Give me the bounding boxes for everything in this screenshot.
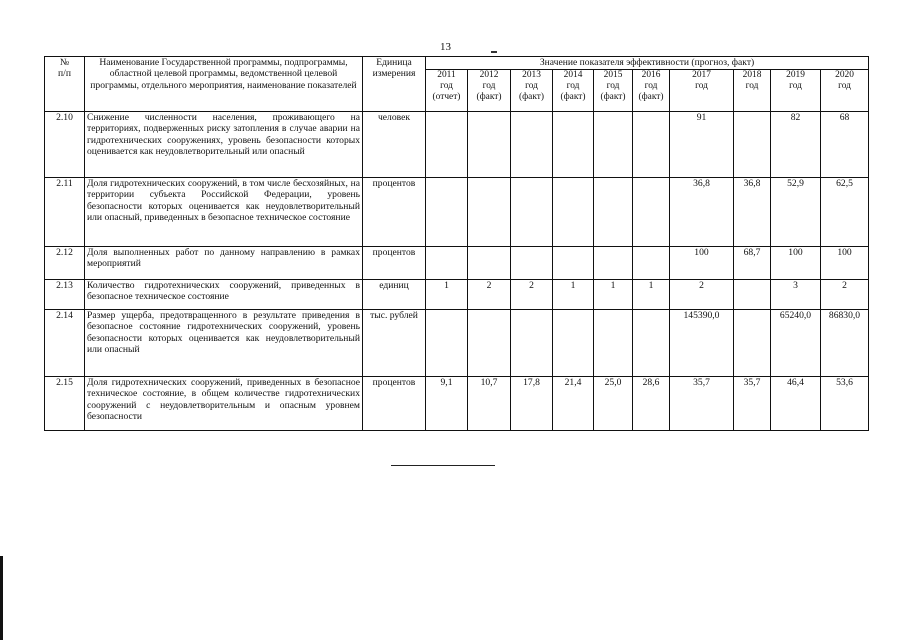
header-year-sub2: (факт): [518, 92, 544, 102]
header-year-sub1: год: [789, 81, 802, 91]
value-2012: [468, 247, 511, 280]
header-year-2020: [821, 70, 869, 112]
header-year-year: 2012: [479, 70, 499, 80]
header-year-sub1: год: [440, 81, 453, 91]
header-year-2018: [734, 70, 771, 112]
value-2011: [426, 310, 468, 377]
value-2015: 1: [594, 280, 633, 310]
header-year-2013: [511, 70, 553, 112]
header-year-year: 2019: [786, 70, 805, 80]
value-2017: 91: [670, 112, 734, 178]
header-year-year: 2020: [835, 70, 854, 80]
header-year-2016: [633, 70, 670, 112]
value-2017: 2: [670, 280, 734, 310]
value-2015: 25,0: [594, 377, 633, 431]
value-2013: [511, 310, 553, 377]
row-number: 2.12: [45, 247, 85, 280]
header-year-year: 2013: [522, 70, 541, 80]
header-year-2019: [771, 70, 821, 112]
header-year-year: 2015: [603, 70, 623, 80]
value-2013: [511, 112, 553, 178]
header-year-year: 2016: [641, 70, 661, 80]
page-number-tick: [491, 51, 497, 53]
value-2020: 2: [821, 280, 869, 310]
header-year-sub2: (факт): [600, 92, 626, 102]
value-2018: 35,7: [734, 377, 771, 431]
header-year-2015: [594, 70, 633, 112]
header-year-2011: [426, 70, 468, 112]
value-2015: [594, 247, 633, 280]
header-year-2017: [670, 70, 734, 112]
value-2020: 53,6: [821, 377, 869, 431]
value-2012: [468, 310, 511, 377]
row-number: 2.10: [45, 112, 85, 178]
value-2017: 145390,0: [670, 310, 734, 377]
closing-rule: [391, 465, 495, 466]
header-name-label: Наименование Государственной программы, подпрограммы, областной целевой программы, ведомственной целевой программы, отдельного мероприятия, наименование показателей: [90, 57, 357, 91]
value-2013: [511, 247, 553, 280]
page-number: 13: [440, 41, 451, 53]
value-2014: 1: [553, 280, 594, 310]
value-2017: 35,7: [670, 377, 734, 431]
header-year-2012: [468, 70, 511, 112]
value-2012: [468, 112, 511, 178]
header-number: [45, 57, 85, 112]
value-2020: 86830,0: [821, 310, 869, 377]
header-year-sub1: год: [566, 81, 580, 91]
header-year-sub1: год: [695, 81, 708, 91]
table-row: [45, 178, 869, 247]
table-row: [45, 247, 869, 280]
header-values-group: [426, 57, 869, 70]
value-2016: [633, 247, 670, 280]
header-year-year: 2014: [563, 70, 583, 80]
indicator-name: Снижение численности населения, проживающего на территориях, подверженных риску затопления в случае аварии на гидротехнических сооружениях, уровень безопасности которых оценивается как неудовлетворительный или опасный: [85, 112, 363, 178]
header-unit-label: Единица измерения: [372, 57, 416, 80]
header-year-sub1: год: [525, 81, 538, 91]
value-2012: [468, 178, 511, 247]
header-unit: [363, 57, 426, 112]
indicator-name: Доля гидротехнических сооружений, в том числе бесхозяйных, на территории субъекта Российской Федерации, уровень безопасности которых оценивается как неудовлетворительный или опасный, приведенных в безопасное техническое состояние: [85, 178, 363, 247]
table-row: [45, 280, 869, 310]
row-number: 2.14: [45, 310, 85, 377]
indicator-name: Доля выполненных работ по данному направлению в рамках мероприятий: [85, 247, 363, 280]
indicator-name: Количество гидротехнических сооружений, приведенных в безопасное техническое состояние: [85, 280, 363, 310]
value-2013: 2: [511, 280, 553, 310]
indicator-unit: единиц: [363, 280, 426, 310]
value-2014: [553, 112, 594, 178]
value-2017: 36,8: [670, 178, 734, 247]
header-year-sub1: год: [482, 81, 496, 91]
value-2019: 100: [771, 247, 821, 280]
row-number: 2.15: [45, 377, 85, 431]
value-2016: 1: [633, 280, 670, 310]
value-2013: 17,8: [511, 377, 553, 431]
table-body: [45, 112, 869, 431]
value-2018: [734, 280, 771, 310]
row-number: 2.11: [45, 178, 85, 247]
header-year-sub2: (факт): [560, 92, 586, 102]
value-2019: 82: [771, 112, 821, 178]
value-2018: [734, 112, 771, 178]
value-2016: [633, 178, 670, 247]
indicator-unit: процентов: [363, 178, 426, 247]
indicator-unit: процентов: [363, 247, 426, 280]
indicator-unit: тыс. рублей: [363, 310, 426, 377]
table-row: [45, 377, 869, 431]
value-2019: 46,4: [771, 377, 821, 431]
value-2013: [511, 178, 553, 247]
value-2015: [594, 112, 633, 178]
value-2012: 10,7: [468, 377, 511, 431]
header-year-year: 2011: [437, 70, 456, 80]
value-2016: 28,6: [633, 377, 670, 431]
value-2014: 21,4: [553, 377, 594, 431]
value-2015: [594, 310, 633, 377]
header-values-group-label: Значение показателя эффективности (прогноз, факт): [539, 57, 755, 68]
value-2011: 9,1: [426, 377, 468, 431]
indicator-unit: процентов: [363, 377, 426, 431]
value-2020: 62,5: [821, 178, 869, 247]
value-2011: [426, 112, 468, 178]
value-2016: [633, 310, 670, 377]
value-2016: [633, 112, 670, 178]
value-2014: [553, 247, 594, 280]
value-2020: 100: [821, 247, 869, 280]
header-year-sub1: год: [745, 81, 759, 91]
value-2011: 1: [426, 280, 468, 310]
header-year-sub2: (отчет): [432, 92, 461, 102]
header-year-sub2: (факт): [476, 92, 502, 102]
value-2019: 3: [771, 280, 821, 310]
value-2014: [553, 310, 594, 377]
indicator-name: Размер ущерба, предотвращенного в результате приведения в безопасное состояние гидротехнических сооружений, уровень безопасности которых оценивается как неудовлетворительный или опасный: [85, 310, 363, 377]
header-year-sub2: (факт): [638, 92, 664, 102]
table-row: [45, 310, 869, 377]
value-2012: 2: [468, 280, 511, 310]
header-name: [85, 57, 363, 112]
value-2017: 100: [670, 247, 734, 280]
value-2019: 65240,0: [771, 310, 821, 377]
indicator-name: Доля гидротехнических сооружений, приведенных в безопасное техническое состояние, в общем количестве гидротехнических сооружений с неудовлетворительным и опасным уровнем безопасности: [85, 377, 363, 431]
indicator-unit: человек: [363, 112, 426, 178]
header-year-2014: [553, 70, 594, 112]
value-2011: [426, 247, 468, 280]
value-2018: 68,7: [734, 247, 771, 280]
header-year-sub1: год: [838, 81, 851, 91]
value-2015: [594, 178, 633, 247]
value-2018: [734, 310, 771, 377]
value-2018: 36,8: [734, 178, 771, 247]
scan-margin-mark: [0, 556, 3, 640]
header-year-sub1: год: [644, 81, 658, 91]
value-2019: 52,9: [771, 178, 821, 247]
header-number-label: № п/п: [58, 57, 71, 80]
header-year-year: 2017: [692, 70, 711, 80]
value-2014: [553, 178, 594, 247]
table-row: [45, 112, 869, 178]
header-year-year: 2018: [742, 70, 762, 80]
value-2020: 68: [821, 112, 869, 178]
header-year-sub1: год: [606, 81, 620, 91]
row-number: 2.13: [45, 280, 85, 310]
indicators-table: [44, 56, 869, 431]
value-2011: [426, 178, 468, 247]
